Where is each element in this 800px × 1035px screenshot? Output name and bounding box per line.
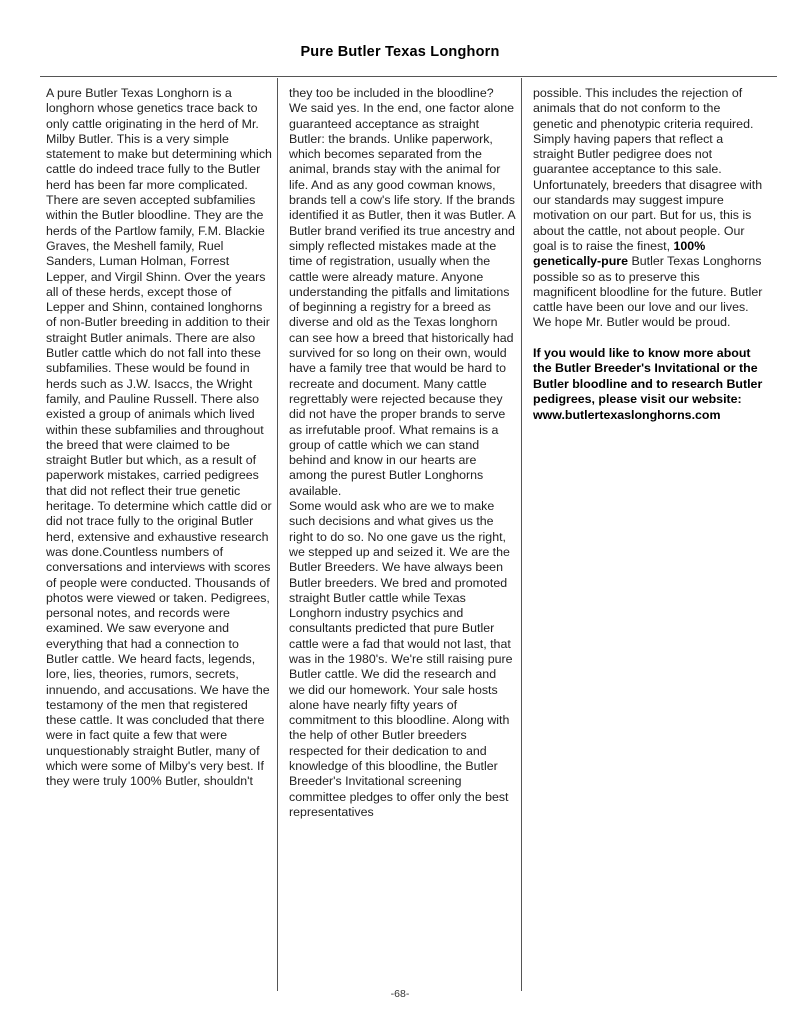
standards-text-lead: possible. This includes the rejection of animals that do not conform to the genetic and phenotypic criteria required. Simply having papers that reflect a straight Butler pedigree does not guarantee acceptance to this sale. Unfortunately, breeders that disagree with our standards may suggest impure motivation on our part. But for us, this is about the cattle, not about people. Our goal is to raise the finest, (533, 86, 763, 253)
text-column-1 (46, 86, 272, 790)
page-number: -68- (390, 988, 410, 1000)
paragraph-standards (533, 86, 763, 331)
page-title: Pure Butler Texas Longhorn (300, 44, 500, 60)
text-column-3 (533, 86, 763, 423)
paragraph-butler-breeders: Some would ask who are we to make such decisions and what gives us the right to do so. No one gave us the right, we stepped up and seized it. We are the Butler Breeders. We have always been Butler breeders. We bred and promoted straight Butler cattle while Texas Longhorn industry psychics and consultants predicted that pure Butler cattle were a fad that would not last, that was in the 1980's. We're still raising pure Butler cattle. We did the research and we did our homework. Your sale hosts alone have nearly fifty years of commitment to this bloodline. Along with the help of other Butler breeders respected for their dedication to and knowledge of this bloodline, the Butler Breeder's Invitational screening committee pledges to offer only the best representatives (289, 499, 513, 819)
paragraph-butler-definition: A pure Butler Texas Longhorn is a longhorn whose genetics trace back to only cattle originating in the herd of Mr. Milby Butler. This is a very simple statement to make but determining which cattle do indeed trace fully to the Butler herd has been far more complicated. There are seven accepted subfamilies within the Butler bloodline. They are the herds of the Partlow family, F.M. Blackie Graves, the Meshell family, Ruel Sanders, Luman Holman, Forrest Lepper, and Virgil Shinn. Over the years all of these herds, except those of Lepper and Shinn, contained longhorns of non-Butler breeding in addition to their straight Butler animals. There are also Butler cattle which do not fall into these subfamilies. These would be found in herds such as J.W. Isaccs, the Wright family, and Pauline Russell. There also existed a group of animals which lived within these subfamilies and throughout the breed that were claimed to be straight Butler but which, as a result of paperwork mistakes, carried pedigrees that did not reflect their true genetic heritage. To determine which cattle did or did not trace fully to the original Butler herd, extensive and exhaustive research was done.Countless numbers of conversations and interviews with scores of people were conducted. Thousands of photos were viewed or taken. Pedigrees, personal notes, and records were examined. We saw everyone and everything that had a connection to Butler cattle. We heard facts, legends, lore, lies, theories, rumors, secrets, innuendo, and accusations. We have the testamony of the men that registered these cattle. It was concluded that there were in fact quite a few that were unquestionably straight Butler, many of which were some of Milby's very best. If they were truly 100% Butler, shouldn't (46, 86, 272, 789)
header-divider (40, 76, 777, 77)
column-divider-left (277, 78, 278, 991)
website-call-to-action: If you would like to know more about the Butler Breeder's Invitational or the Butler bloodline and to research Butler pedigrees, please visit our website: www.butlertexaslonghorns.com (533, 345, 763, 422)
standards-text-emphasis: 100% genetically-pure (533, 238, 706, 269)
column-divider-right (521, 78, 522, 991)
text-column-2 (289, 86, 515, 820)
standards-text-tail: Butler Texas Longhorns possible so as to preserve this magnificent bloodline for the future. Butler cattle have been our love and our lives. We hope Mr. Butler would be proud. (533, 254, 763, 330)
paragraph-brands: they too be included in the bloodline? We said yes. In the end, one factor alone guaranteed acceptance as straight Butler: the brands. Unlike paperwork, which becomes separated from the animal, brands stay with the animal for life. And as any good cowman knows, brands tell a cow's life story. If the brands identified it as Butler, then it was Butler. A Butler brand verified its true ancestry and simply reflected mistakes made at the time of registration, usually when the cattle were already mature. Anyone understanding the pitfalls and limitations of beginning a registry for a breed as diverse and old as the Texas longhorn can see how a breed that historically had survived for so long on their own, would have a family tree that would be hard to recreate and document. Many cattle regrettably were rejected because they did not have the proper brands to serve as irrefutable proof. What remains is a group of cattle which we can stand behind and know in our hearts are among the purest Butler Longhorns available. (289, 86, 515, 498)
